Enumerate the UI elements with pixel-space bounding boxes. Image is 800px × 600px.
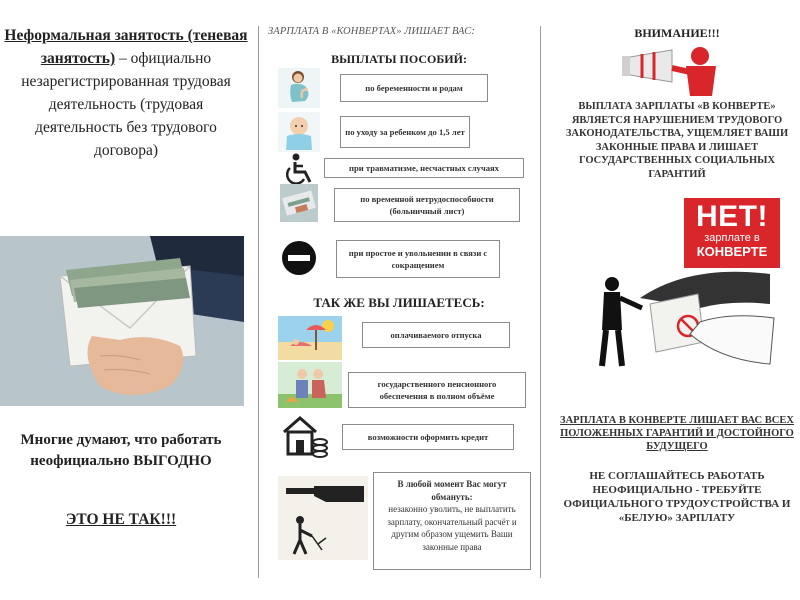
- warning-text: незаконно уволить, не выплатить зарплату, окончательный расчёт и другим образом ущемить Ваши законные права: [387, 504, 517, 552]
- no-entry-icon: [280, 239, 318, 277]
- definition-dash: –: [119, 50, 127, 67]
- violation-paragraph: ВЫПЛАТА ЗАРПЛАТЫ «В КОНВЕРТЕ» ЯВЛЯЕТСЯ НАРУШЕНИЕМ ТРУДОВОГО ЗАКОНОДАТЕЛЬСТВА, УЩЕМЛЯЕТ ВАШИ ЗАКОННЫЕ ПРАВА И ЛИШАЕТ ГОСУДАРСТВЕННЫХ СОЦИАЛЬНЫХ ГАРАНТИЙ: [565, 101, 789, 180]
- sick-leave-icon: [280, 184, 318, 222]
- benefits-title: ВЫПЛАТЫ ПОСОБИЙ:: [331, 52, 467, 66]
- warning-title: В любой момент Вас могут обмануть:: [397, 479, 507, 502]
- sign-small-text: зарплате в: [704, 232, 760, 244]
- benefit-pregnancy-box: по беременности и родам: [340, 74, 488, 102]
- wheelchair-icon: [280, 152, 318, 188]
- businessman-refusing-envelope-icon: [580, 264, 780, 374]
- envelope-money-photo: [0, 236, 244, 406]
- many-think-text: Многие думают, что работать неофициально ВЫГОДНО: [20, 432, 222, 469]
- benefit-sickleave-box: по временной нетрудоспособности (больничный лист): [334, 188, 520, 222]
- column-divider-right: [540, 26, 541, 578]
- baby-icon: [278, 112, 320, 152]
- beach-vacation-icon: [278, 316, 342, 360]
- benefit-injury-box: при травматизме, несчастных случаях: [324, 158, 524, 178]
- house-coins-icon: [280, 412, 330, 460]
- also-vacation-box: оплачиваемого отпуска: [362, 322, 510, 348]
- warning-box: [373, 472, 531, 570]
- definition-block: [4, 24, 248, 162]
- envelope-deprives-text: ЗАРПЛАТА В КОНВЕРТЕ ЛИШАЕТ ВАС ВСЕХ ПОЛОЖЕННЫХ ГАРАНТИЙ И ДОСТОЙНОГО БУДУЩЕГО: [560, 415, 794, 452]
- benefit-childcare-box: по уходу за ребенком до 1,5 лет: [340, 116, 470, 148]
- definition-text: официально незарегистрированная трудовая деятельность (трудовая деятельность без трудового договора): [21, 50, 231, 159]
- pregnant-woman-icon: [278, 68, 320, 108]
- also-credit-box: возможности оформить кредит: [342, 424, 514, 450]
- final-appeal-text: НЕ СОГЛАШАЙТЕСЬ РАБОТАТЬ НЕОФИЦИАЛЬНО - ТРЕБУЙТЕ ОФИЦИАЛЬНОГО ТРУДОУСТРОЙСТВА И «БЕЛУЮ» ЗАРПЛАТУ: [563, 470, 791, 524]
- also-title: ТАК ЖЕ ВЫ ЛИШАЕТЕСЬ:: [313, 295, 485, 310]
- no-envelope-salary-sign: [684, 198, 780, 268]
- benefit-downtime-box: при простое и увольнении в связи с сокращением: [336, 240, 500, 278]
- megaphone-figure-icon: [620, 42, 730, 98]
- also-pension-box: государственного пенсионного обеспечения в полном объёме: [348, 372, 526, 408]
- definition-term: Неформальная занятость (теневая занятость): [4, 27, 248, 67]
- column-divider-left: [258, 26, 259, 578]
- not-so-text: ЭТО НЕ ТАК!!!: [65, 511, 177, 528]
- pointing-hand-figure-icon: [278, 476, 368, 560]
- attention-title: ВНИМАНИЕ!!!: [634, 26, 720, 40]
- sign-no-text: НЕТ!: [696, 200, 768, 233]
- middle-header: ЗАРПЛАТА В «КОНВЕРТАХ» ЛИШАЕТ ВАС:: [268, 26, 476, 37]
- sign-envelope-text: КОНВЕРТЕ: [696, 244, 768, 259]
- elderly-couple-icon: [278, 362, 342, 408]
